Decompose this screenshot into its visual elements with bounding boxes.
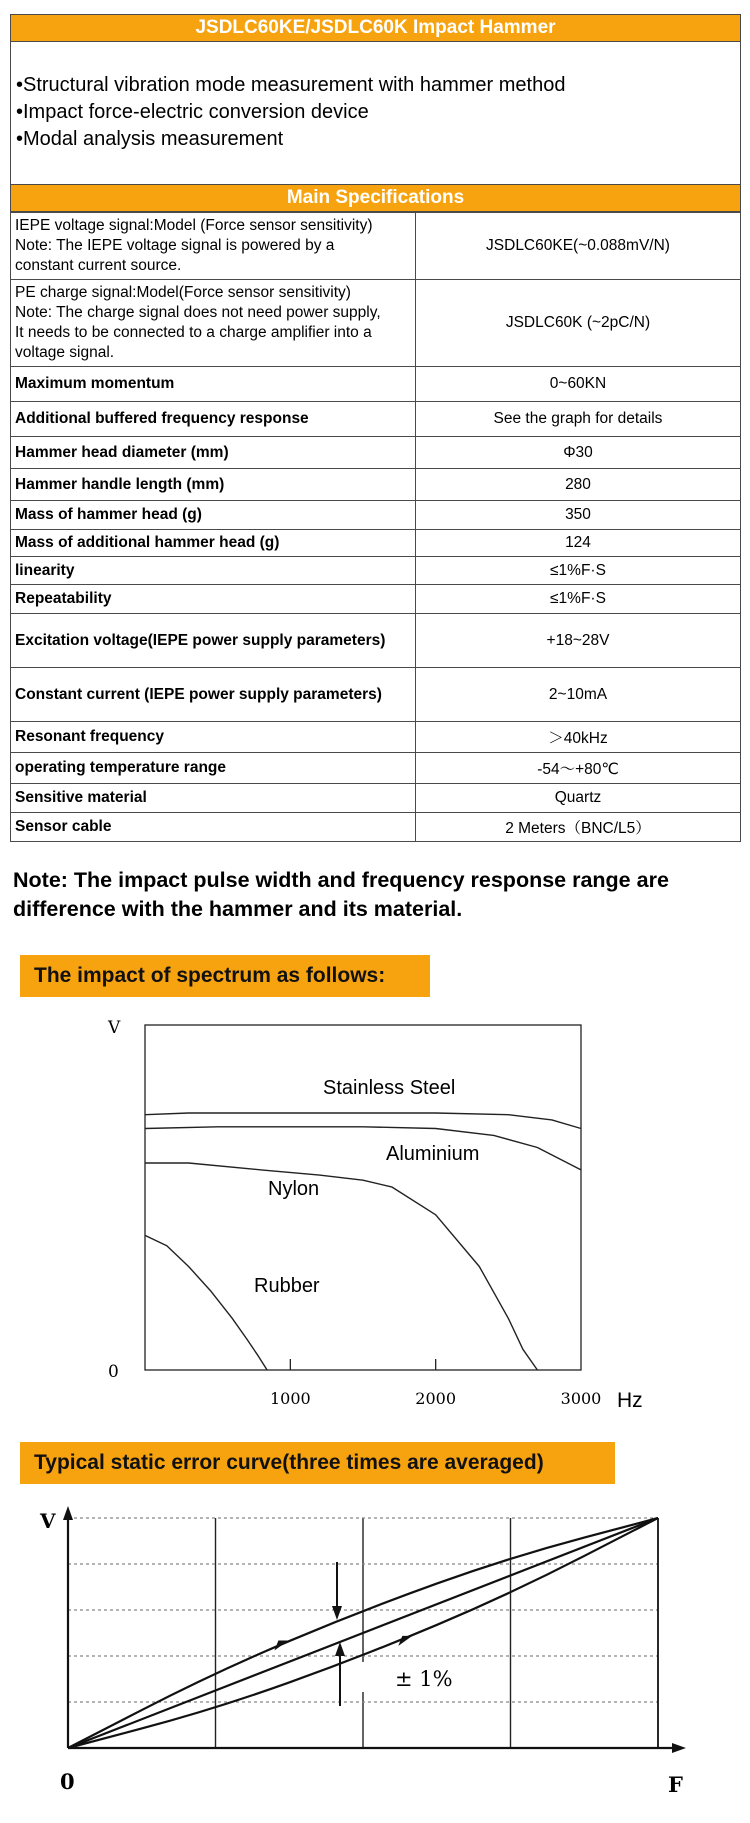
table-row [11,668,741,722]
table-row [11,501,741,530]
spec-value: 124 [416,530,741,557]
y-axis-label: V [40,1509,56,1533]
spec-value: 2~10mA [416,668,741,722]
feature-item: •Structural vibration mode measurement with hammer method [16,74,566,96]
spec-value: 2 Meters（BNC/L5） [416,813,741,842]
specs-title: Main Specifications [10,184,741,212]
spec-label: Mass of hammer head (g) [11,501,416,530]
x-tick-label: 1000 [269,1389,311,1408]
error-annotation: ± 1% [395,1667,453,1691]
spec-sheet [10,14,741,842]
y-axis-arrow [63,1506,73,1520]
origin-label: 0 [108,1362,119,1382]
series-label: Nylon [268,1178,320,1200]
spec-value: JSDLC60KE(~0.088mV/N) [416,213,741,280]
table-row [11,753,741,784]
spec-label: IEPE voltage signal:Model (Force sensor sensitivity) Note: The IEPE voltage signal is powered by a constant current source. [11,213,416,280]
spec-value: ＞40kHz [416,722,741,753]
spec-label: Additional buffered frequency response [11,402,416,437]
spec-value: 350 [416,501,741,530]
spec-label: Hammer head diameter (mm) [11,437,416,469]
spec-value: ≤1%F·S [416,557,741,585]
nylon-curve [145,1163,537,1370]
spec-label: linearity [11,557,416,585]
spec-value: -54～+80℃ [416,753,741,784]
x-axis-arrow [672,1743,686,1753]
aluminium-curve [145,1127,581,1170]
spec-label: Excitation voltage(IEPE power supply parameters) [11,614,416,668]
lower-curve-arrow [398,1636,412,1646]
x-tick-label: 2000 [415,1389,457,1408]
spec-value: See the graph for details [416,402,741,437]
upper-curve-arrow [274,1641,288,1651]
spec-label: Repeatability [11,585,416,614]
table-row [11,614,741,668]
x-tick-label: 3000 [560,1389,602,1408]
spec-label: Sensitive material [11,784,416,813]
spec-label: Sensor cable [11,813,416,842]
y-axis-label: V [108,1018,121,1038]
series-label: Aluminium [386,1143,480,1165]
product-title: JSDLC60KE/JSDLC60K Impact Hammer [10,14,741,42]
error-arrowhead-top [332,1606,342,1620]
table-row [11,280,741,367]
spec-value: +18~28V [416,614,741,668]
spec-value: Φ30 [416,437,741,469]
spec-label: Mass of additional hammer head (g) [11,530,416,557]
error-chart-title: Typical static error curve(three times are averaged) [20,1442,615,1484]
spec-value: 280 [416,469,741,501]
rubber-curve [145,1235,267,1370]
spec-label: Hammer handle length (mm) [11,469,416,501]
spec-value: 0~60KN [416,367,741,402]
spec-value: Quartz [416,784,741,813]
table-row [11,813,741,842]
spec-label: Constant current (IEPE power supply parameters) [11,668,416,722]
spec-value: JSDLC60K (~2pC/N) [416,280,741,367]
series-label: Rubber [254,1275,320,1297]
table-row [11,585,741,614]
table-row [11,367,741,402]
spec-label: operating temperature range [11,753,416,784]
note-text: Note: The impact pulse width and frequency response range are difference with the hammer and its material. [13,868,669,921]
spec-value: ≤1%F·S [416,585,741,614]
series-label: Stainless Steel [323,1077,456,1099]
specs-table [10,212,741,842]
feature-list [10,42,741,184]
table-row [11,722,741,753]
spec-label: PE charge signal:Model(Force sensor sensitivity) Note: The charge signal does not need power supply, It needs to be connected to a charge amplifier into a voltage signal. [11,280,416,367]
spectrum-chart-title: The impact of spectrum as follows: [20,955,430,997]
x-axis-label: F [668,1772,683,1797]
table-row [11,213,741,280]
origin-label: 0 [60,1769,75,1794]
spectrum-chart [0,1000,750,1420]
x-axis-label: Hz [617,1389,643,1412]
table-row [11,784,741,813]
table-row [11,469,741,501]
table-row [11,530,741,557]
spec-label: Resonant frequency [11,722,416,753]
table-row [11,437,741,469]
table-row [11,402,741,437]
spec-label: Maximum momentum [11,367,416,402]
table-row [11,557,741,585]
feature-item: •Impact force-electric conversion device [16,101,369,123]
feature-item: •Modal analysis measurement [16,128,284,150]
static-error-chart [0,1500,750,1823]
